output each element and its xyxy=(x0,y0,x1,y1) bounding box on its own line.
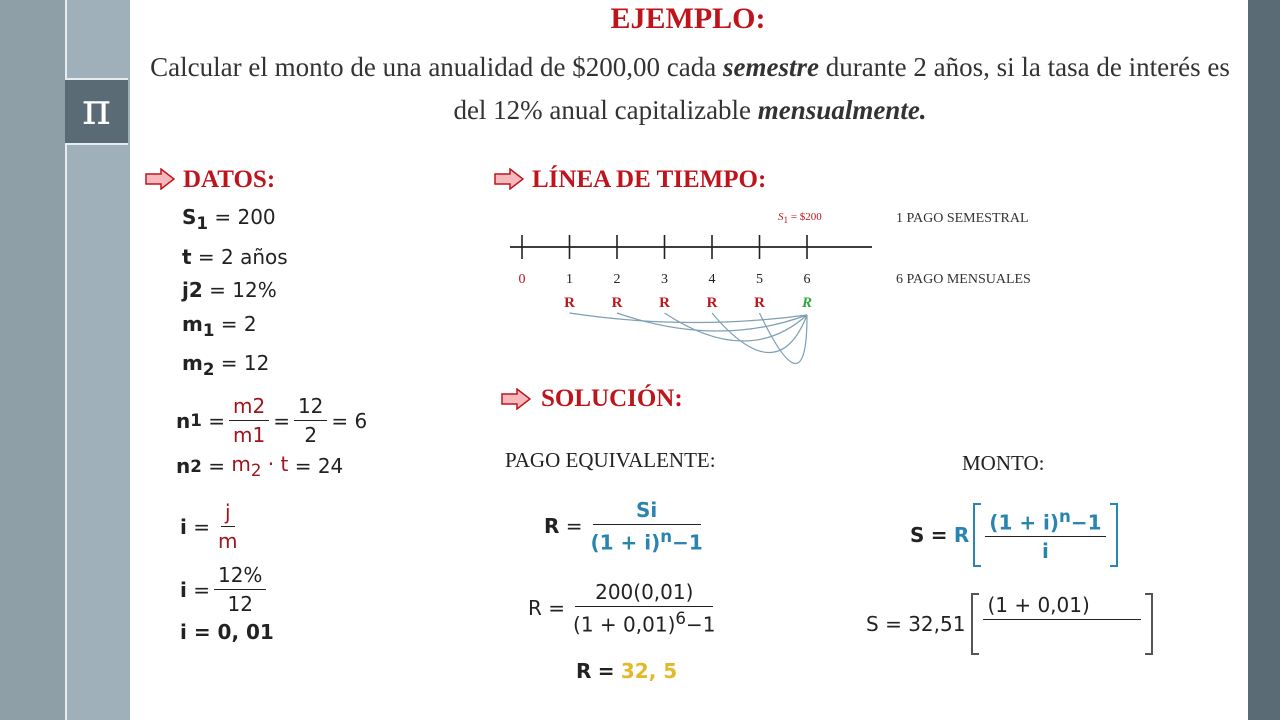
statement-part1: Calcular el monto de una anualidad de $200,00 cada xyxy=(150,52,723,82)
timeline-payment-curve xyxy=(570,313,808,323)
page-title: EJEMPLO: xyxy=(610,2,766,35)
label-mensual: 6 PAGO MENSUALES xyxy=(896,272,1031,287)
datos-item-j2: j2 = 12% xyxy=(182,278,277,302)
r-substitution: R = $\frac{200(0,01)}{(1 + 0,01)^6-1}$ xyxy=(528,580,716,637)
s-formula: S = R $\frac{(1 + i)^n-1}{i}$ xyxy=(910,503,1118,567)
label-semestral: 1 PAGO SEMESTRAL xyxy=(896,211,1029,226)
i-equation-2: i = $\frac{12\%}{12}$ xyxy=(180,563,270,616)
datos-item-t: t = 2 años xyxy=(182,244,288,269)
statement-emph1: semestre xyxy=(722,52,819,82)
timeline-payment-label: R xyxy=(706,295,718,311)
statement-part2: durante 2 años, si la tasa de interés es del 12% anual capitalizable xyxy=(453,52,1230,125)
timeline-payment-label: R xyxy=(659,295,670,311)
timeline-arrow-icon xyxy=(494,168,524,190)
datos-title: DATOS: xyxy=(183,166,276,193)
pago-equivalente-label: PAGO EQUIVALENTE: xyxy=(505,448,716,472)
datos-item-m2: $m_2 = 12$ xyxy=(182,351,270,379)
timeline-diagram xyxy=(500,225,890,375)
timeline-payment-label: R xyxy=(801,295,813,311)
datos-item-m1: $m_1 = 2$ xyxy=(182,311,257,340)
n2-equation: n 2 = $m_2 \cdot t$ = 24 xyxy=(176,452,344,480)
timeline-tick-label: 0 xyxy=(518,272,526,287)
n1-equation: n 1 = $\frac{m2}{m1}$ = $\frac{12}{2}$ = 6 xyxy=(176,394,368,447)
timeline-title: LÍNEA DE TIEMPO: xyxy=(532,166,767,193)
monto-label: MONTO: xyxy=(962,451,1045,475)
solucion-title: SOLUCIÓN: xyxy=(541,385,683,412)
s-substitution: S = 32,51 (1 + 0,01) xyxy=(866,593,1153,655)
n1-frac1: $\frac{m2}{m1}$ xyxy=(229,394,269,447)
timeline-tick-label: 4 xyxy=(708,272,716,287)
datos-list xyxy=(182,201,288,387)
i-equation-1: i = $\frac{j}{m}$ xyxy=(180,500,238,553)
timeline-payment-curve xyxy=(712,313,807,353)
solucion-arrow-icon xyxy=(501,388,531,410)
timeline-tick-label: 3 xyxy=(661,272,668,287)
n1-frac2: $\frac{12}{2}$ xyxy=(294,394,327,447)
timeline-payment-label: R xyxy=(754,295,765,311)
right-sidebar xyxy=(1248,0,1280,720)
timeline-tick-label: 6 xyxy=(803,272,811,287)
datos-item-s1: $S_1 = 200$ xyxy=(182,205,276,233)
i-equation-3: i = 0, 01 xyxy=(180,620,274,644)
timeline-tick-label: 1 xyxy=(566,272,573,287)
datos-arrow-icon xyxy=(145,168,175,190)
timeline-tick-label: 5 xyxy=(756,272,763,287)
s1-label: $S_1$ = $200 xyxy=(778,211,822,226)
problem-statement xyxy=(150,46,1230,132)
timeline-payment-label: R xyxy=(564,295,575,311)
r-formula: R = $\frac{Si}{(1 + i)^n-1}$ xyxy=(544,498,703,555)
pi-icon: π xyxy=(65,78,128,145)
r-result: R = 32, 5 xyxy=(576,659,678,683)
statement-emph2: mensualmente. xyxy=(757,95,927,125)
timeline-tick-label: 2 xyxy=(613,272,621,287)
timeline-payment-label: R xyxy=(611,295,623,311)
